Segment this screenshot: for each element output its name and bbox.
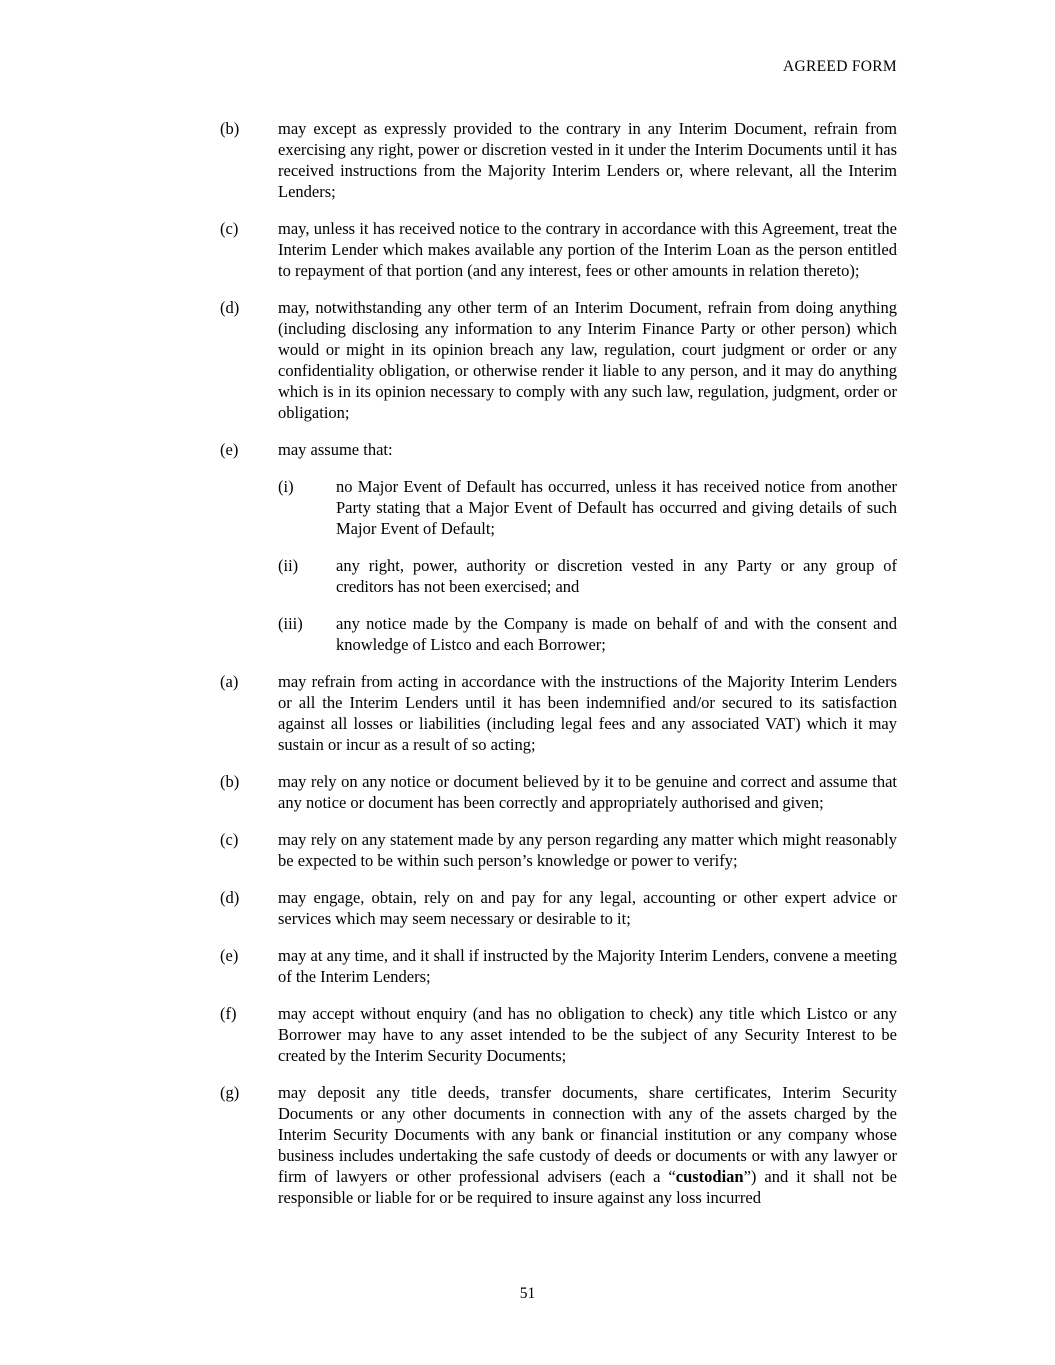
list-item-label: (f): [220, 1004, 237, 1023]
list-item: [220, 439, 897, 460]
list-item-text: may except as expressly provided to the contrary in any Interim Document, refrain from exercising any right, power or discretion vested in it under the Interim Documents until it has received instructions from the Majority Interim Lenders or, where relevant, all the Interim Lenders;: [278, 119, 897, 201]
list-item: [220, 945, 897, 987]
list-item-text: may refrain from acting in accordance with the instructions of the Majority Interim Lenders or all the Interim Lenders until it has been indemnified and/or secured to its satisfaction against all losses or liabilities (including legal fees and any associated VAT) which it may sustain or incur as a result of so acting;: [278, 672, 897, 754]
list-item-text: may engage, obtain, rely on and pay for any legal, accounting or other expert advice or services which may seem necessary or desirable to it;: [278, 888, 897, 928]
list-item-text: may assume that:: [278, 440, 393, 459]
list-item-text: may rely on any statement made by any person regarding any matter which might reasonably be expected to be within such person’s knowledge or power to verify;: [278, 830, 897, 870]
document-header: [783, 56, 897, 77]
list-item-label: (ii): [278, 556, 299, 575]
list-item: [220, 218, 897, 281]
list-item: [220, 118, 897, 202]
list-item: [220, 1003, 897, 1066]
list-item-label: (b): [220, 772, 240, 791]
list-item-text: may, notwithstanding any other term of an Interim Document, refrain from doing anything (including disclosing any information to any Interim Finance Party or other person) which would or might in its opinion breach any law, regulation, court judgment or order or any confidentiality obligation, or otherwise render it liable to any person, and it may do anything which is in its opinion necessary to comply with any such law, regulation, judgment, order or obligation;: [278, 298, 897, 422]
list-item-label: (e): [220, 440, 239, 459]
list-item-label: (d): [220, 888, 240, 907]
list-item-text: any right, power, authority or discretion vested in any Party or any group of creditors has not been exercised; and: [336, 556, 897, 596]
list-item-text: may at any time, and it shall if instructed by the Majority Interim Lenders, convene a meeting of the Interim Lenders;: [278, 946, 897, 986]
list-item-label: (d): [220, 298, 240, 317]
list-item-label: (iii): [278, 614, 303, 633]
sub-list-item: [278, 613, 897, 655]
list-item: [220, 671, 897, 755]
list-item-text: may rely on any notice or document believed by it to be genuine and correct and assume that any notice or document has been correctly and appropriately authorised and given;: [278, 772, 897, 812]
agreed-form-label: AGREED FORM: [783, 58, 897, 75]
defined-term-custodian: custodian: [675, 1167, 744, 1186]
list-item-label: (b): [220, 119, 240, 138]
sub-list-item: [278, 476, 897, 539]
list-item-text: may, unless it has received notice to the contrary in accordance with this Agreement, treat the Interim Lender which makes available any portion of the Interim Loan as the person entitled to repayment of that portion (and any interest, fees or other amounts in relation thereto);: [278, 219, 897, 280]
list-item-label: (c): [220, 219, 239, 238]
document-body: [220, 118, 897, 1224]
sub-list-item: [278, 555, 897, 597]
list-item: [220, 887, 897, 929]
list-item-label: (a): [220, 672, 239, 691]
list-item-label: (g): [220, 1083, 240, 1102]
text-segment: may deposit any title deeds, transfer documents, share certificates, Interim Security Documents or any other documents in connection with any of the assets charged by the Interim Security Documents with any bank or financial institution or any company whose business includes undertaking the safe custody of deeds or documents or with any lawyer or firm of lawyers or other professional advisers (each a “: [278, 1083, 897, 1186]
page-number: 51: [519, 1285, 536, 1302]
list-item-label: (i): [278, 477, 294, 496]
list-item-label: (c): [220, 830, 239, 849]
page-footer: [0, 1283, 1055, 1304]
list-item: [220, 771, 897, 813]
list-item: [220, 297, 897, 423]
list-item-label: (e): [220, 946, 239, 965]
text-segment: ”) and it shall not be responsible or liable for or be required to insure against any loss incurred: [278, 1167, 897, 1207]
list-item-text: any notice made by the Company is made on behalf of and with the consent and knowledge of Listco and each Borrower;: [336, 614, 897, 654]
list-item: [220, 1082, 897, 1208]
list-item-text: no Major Event of Default has occurred, unless it has received notice from another Party stating that a Major Event of Default has occurred and giving details of such Major Event of Default;: [336, 477, 897, 538]
list-item-text: [278, 1082, 897, 1208]
list-item: [220, 829, 897, 871]
list-item-text: may accept without enquiry (and has no obligation to check) any title which Listco or any Borrower may have to any asset intended to be the subject of any Security Interest to be created by the Interim Security Documents;: [278, 1004, 897, 1065]
